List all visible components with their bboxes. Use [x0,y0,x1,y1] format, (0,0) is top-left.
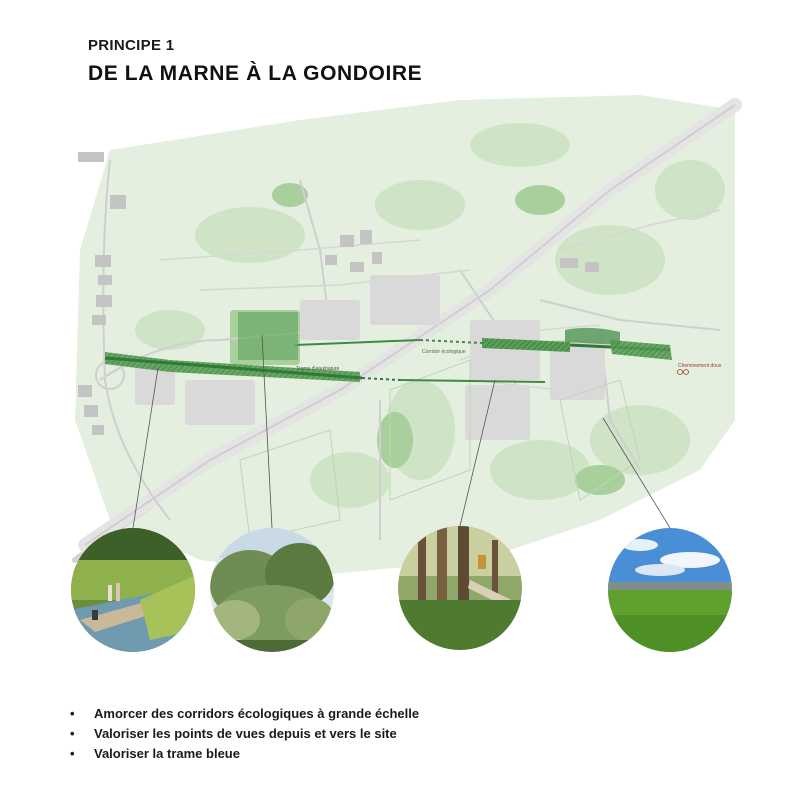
photo-forest-path [398,526,522,650]
bullet-item: • Amorcer des corridors écologiques à grande échelle [70,704,419,724]
bullet-item: • Valoriser les points de vues depuis et vers le site [70,724,419,744]
section-kicker: PRINCIPE 1 [88,37,175,54]
label-trame-nature: Trame d'eau/nature [296,366,340,372]
label-cheminement-doux: Cheminement doux [678,363,722,369]
photo-meadow-view [608,528,732,652]
bullet-item: • Valoriser la trame bleue [70,744,419,764]
page-title: DE LA MARNE À LA GONDOIRE [88,62,423,85]
bullet-list [70,704,419,764]
map-base [75,95,735,575]
photo-shrubland [210,528,335,652]
photo-wetland-boardwalk [70,528,196,652]
label-corridor-ecologique: Corridor écologique [422,349,466,355]
